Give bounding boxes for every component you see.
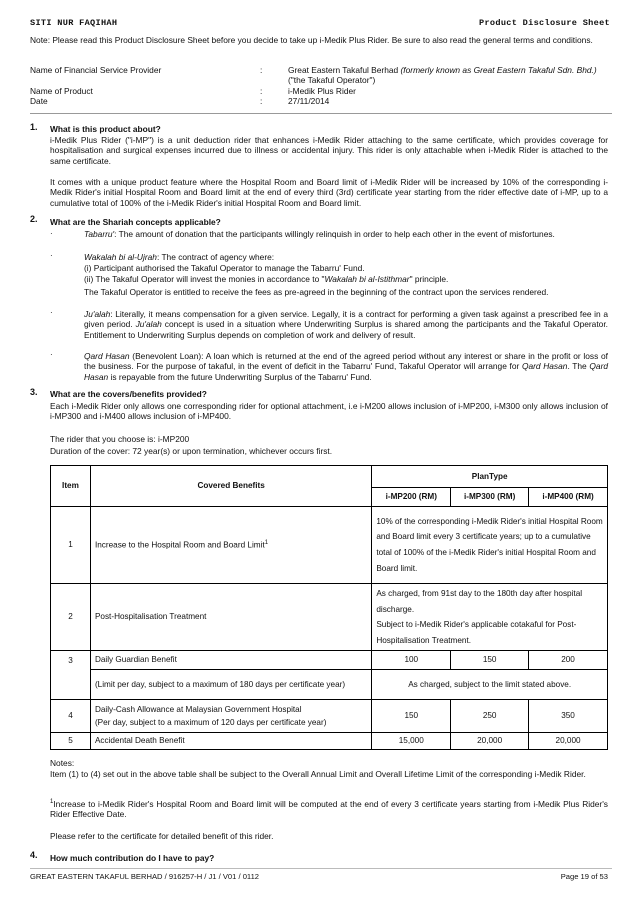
table-row — [51, 700, 608, 733]
wakalah-point-i: (i) Participant authorised the Takaful Operator to manage the Tabarru' Fund. — [84, 263, 365, 273]
product-value: i-Medik Plus Rider — [288, 86, 356, 96]
item-number: 3 — [51, 651, 91, 700]
cover-duration: Duration of the cover: 72 year(s) or upon termination, whichever occurs first. — [50, 446, 333, 456]
note-3: Please refer to the certificate for detailed benefit of this rider. — [50, 831, 274, 841]
plan-value: 200 — [529, 651, 608, 670]
bullet: · — [50, 251, 53, 260]
product-label: Name of Product — [30, 86, 93, 96]
benefit-value: 10% of the corresponding i-Medik Rider's initial Hospital Room and Board limit every 3 certificate years; up to a cumulative total of 100% of the i-Medik Rider's initial Hospital Room and Board limit. — [372, 507, 608, 584]
page-number: Page 19 of 53 — [560, 872, 608, 881]
item-number: 2 — [51, 584, 91, 651]
tabarru-definition: Tabarru': The amount of donation that the participants willingly relinquish in order to help each other in the event of misfortunes. — [84, 229, 555, 239]
colon: : — [260, 86, 263, 96]
note-1: Item (1) to (4) set out in the above table shall be subject to the Overall Annual Limit and Overall Lifetime Limit of the corresponding i-Medik Rider. — [50, 769, 586, 779]
section-3-number: 3. — [30, 387, 38, 397]
benefit-note: (Limit per day, subject to a maximum of 180 days per certificate year) — [90, 670, 371, 700]
col-header-benefits: Covered Benefits — [90, 466, 371, 507]
benefit-name: Daily Guardian Benefit — [90, 651, 371, 670]
section-1-para-2: It comes with a unique product feature where the Hospital Room and Board limit of i-Medik Rider will be increased by 10% of the corresponding i-Medik Rider's initial Hospital Room and Board limit at the end of every third (3rd) certificate year starting from the rider effective date of i-MP, up to a cumulative total of 100% of the i-Medik Rider's initial Hospital Room and Board limit. — [50, 177, 608, 208]
bullet: · — [50, 350, 53, 359]
table-row — [51, 584, 608, 651]
section-1-para-1: i-Medik Plus Rider ("i-MP") is a unit deduction rider that enhances i-Medik Rider attaching to the same certificate, which provides coverage for hospitalisation and surgical expenses incurred due to illness or accidental injury. This rider is only attachable when i-Medik Rider is attached to the same certificate. — [50, 135, 608, 166]
benefit-name: Increase to the Hospital Room and Board Limit$^1$ — [90, 507, 371, 584]
plan-value: 100 — [372, 651, 451, 670]
benefits-table — [50, 465, 608, 750]
table-row — [51, 507, 608, 584]
plan-value: 20,000 — [529, 733, 608, 750]
plan-value: 250 — [451, 700, 529, 733]
jualah-definition: Ju'alah: Literally, it means compensation for a given service. Legally, it is a contract for performing a given task against a prescribed fee in a given period. Ju'alah concept is used in a situation where Underwriting Surplus is shared among the participants and the Takaful Operator. Entitlement to Underwriting Surplus depends on completion of work and delivery of result. — [84, 309, 608, 340]
bullet: · — [50, 229, 53, 238]
header-name: SITI NUR FAQIHAH — [30, 18, 118, 28]
section-3-title: What are the covers/benefits provided? — [50, 389, 207, 399]
plan-value: 150 — [372, 700, 451, 733]
item-number: 5 — [51, 733, 91, 750]
colon: : — [260, 96, 263, 106]
plan-value: 20,000 — [451, 733, 529, 750]
wakalah-point-ii: (ii) The Takaful Operator will invest the monies in accordance to "Wakalah bi al-Istithmar" principle. — [84, 274, 449, 284]
table-row — [51, 651, 608, 670]
section-3-para: Each i-Medik Rider only allows one corresponding rider for optional attachment, i.e i-M200 allows inclusion of i-MP200, i-M300 only allows inclusion of i-MP300 and i-M400 allows inclusion of i-MP400. — [50, 401, 608, 422]
item-number: 4 — [51, 700, 91, 733]
benefit-name: Accidental Death Benefit — [90, 733, 371, 750]
wakalah-definition: Wakalah bi al-Ujrah: The contract of agency where: — [84, 252, 275, 262]
col-header-plantype: PlanType — [372, 466, 608, 488]
intro-note: Note: Please read this Product Disclosure Sheet before you decide to take up i-Medik Plus Rider. Be sure to also read the general terms and conditions. — [30, 35, 593, 45]
benefit-name: Post-Hospitalisation Treatment — [90, 584, 371, 651]
notes-title: Notes: — [50, 758, 75, 768]
plan-header: i-MP200 (RM) — [372, 488, 451, 507]
section-2-number: 2. — [30, 214, 38, 224]
plan-header: i-MP300 (RM) — [451, 488, 529, 507]
date-value: 27/11/2014 — [288, 96, 330, 106]
footer-divider — [30, 868, 612, 869]
table-row — [51, 670, 608, 700]
plan-value: 15,000 — [372, 733, 451, 750]
plan-value: 350 — [529, 700, 608, 733]
section-1-title: What is this product about? — [50, 124, 161, 134]
section-4-number: 4. — [30, 850, 38, 860]
plan-header: i-MP400 (RM) — [529, 488, 608, 507]
table-row — [51, 733, 608, 750]
chosen-rider: The rider that you choose is: i-MP200 — [50, 434, 190, 444]
header-title: Product Disclosure Sheet — [479, 18, 610, 28]
provider-label: Name of Financial Service Provider — [30, 65, 162, 75]
footer-company: GREAT EASTERN TAKAFUL BERHAD / 916257-H / J1 / V01 / 0112 — [30, 872, 260, 881]
benefit-value: As charged, from 91st day to the 180th day after hospital discharge. Subject to i-Medik Rider's applicable cotakaful for Post-Hospitalisation Treatment. — [372, 584, 608, 651]
provider-value: Great Eastern Takaful Berhad (formerly known as Great Eastern Takaful Sdn. Bhd.) ("the Takaful Operator") — [288, 65, 597, 86]
qard-hasan-definition: Qard Hasan (Benevolent Loan): A loan which is returned at the end of the agreed period without any interest or share in the profit or loss of the business. For the purpose of takaful, in the event of deficit in the Tabarru' Fund, Takaful Operator will arrange for Qard Hasan. The Qard Hasan is repayable from the future Underwriting Surplus of the Tabarru' Fund. — [84, 351, 609, 382]
note-2: $^1$Increase to i-Medik Rider's Hospital Room and Board limit will be computed at the end of every 3 certificate years starting from i-Medik Plus Rider's Rider Effective Date. — [50, 799, 608, 820]
wakalah-fees: The Takaful Operator is entitled to receive the fees as pre-agreed in the beginning of the contract upon the services rendered. — [84, 287, 549, 297]
bullet: · — [50, 308, 53, 317]
col-header-item: Item — [51, 466, 91, 507]
date-label: Date — [30, 96, 48, 106]
section-1-number: 1. — [30, 122, 38, 132]
benefit-name: Daily-Cash Allowance at Malaysian Government Hospital (Per day, subject to a maximum of 120 days per certificate year) — [90, 700, 371, 733]
benefit-value: As charged, subject to the limit stated above. — [372, 670, 608, 700]
colon: : — [260, 65, 263, 75]
plan-value: 150 — [451, 651, 529, 670]
section-4-title: How much contribution do I have to pay? — [50, 853, 215, 863]
section-2-title: What are the Shariah concepts applicable? — [50, 217, 221, 227]
divider — [30, 113, 612, 114]
item-number: 1 — [51, 507, 91, 584]
